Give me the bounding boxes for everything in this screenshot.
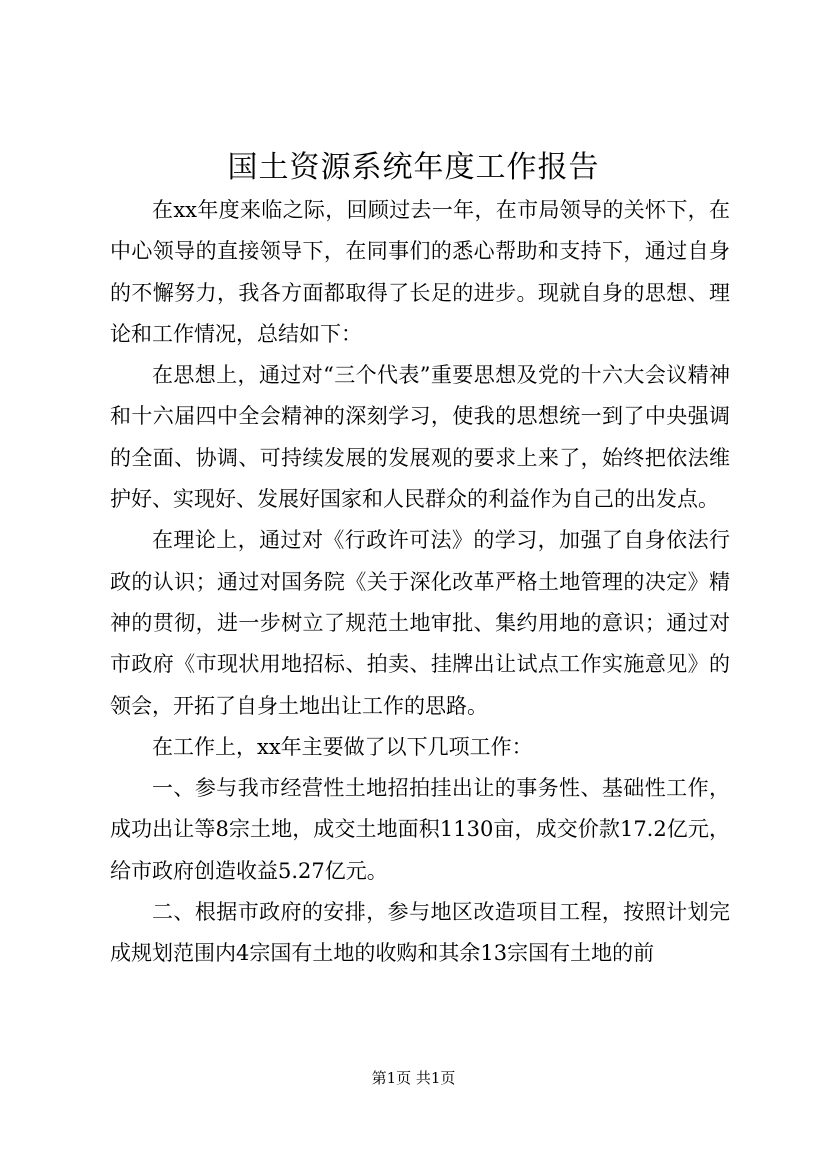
paragraph-intro: 在xx年度来临之际，回顾过去一年，在市局领导的关怀下，在中心领导的直接领导下，在同事们的悉心帮助和支持下，通过自身的不懈努力，我各方面都取得了长足的进步。现就自身的思想、理论和工作情况，总结如下：	[110, 198, 730, 346]
document-body	[110, 190, 730, 975]
document-title: 国土资源系统年度工作报告	[227, 150, 600, 185]
paragraph-work-intro: 在工作上，xx年主要做了以下几项工作：	[152, 734, 533, 759]
paragraph-work-item-1: 一、参与我市经营性土地招拍挂出让的事务性、基础性工作，成功出让等8宗土地，成交土地面积1130亩，成交价款17.2亿元，给市政府创造收益5.27亿元。	[110, 776, 730, 883]
paragraph-thought: 在思想上，通过对“三个代表”重要思想及党的十六大会议精神和十六届四中全会精神的深刻学习，使我的思想统一到了中央强调的全面、协调、可持续发展的发展观的要求上来了，始终把依法维护好、实现好、发展好国家和人民群众的利益作为自己的出发点。	[110, 363, 730, 512]
paragraph-work-item-2: 二、根据市政府的安排，参与地区改造项目工程，按照计划完成规划范围内4宗国有土地的收购和其余13宗国有土地的前	[110, 900, 730, 966]
paragraph-theory: 在理论上，通过对《行政许可法》的学习，加强了自身依法行政的认识；通过对国务院《关于深化改革严格土地管理的决定》精神的贯彻，进一步树立了规范土地审批、集约用地的意识；通过对市政府《市现状用地招标、拍卖、挂牌出让试点工作实施意见》的领会，开拓了自身土地出让工作的思路。	[110, 528, 730, 718]
page-number-footer: 第1页 共1页	[371, 1069, 456, 1087]
